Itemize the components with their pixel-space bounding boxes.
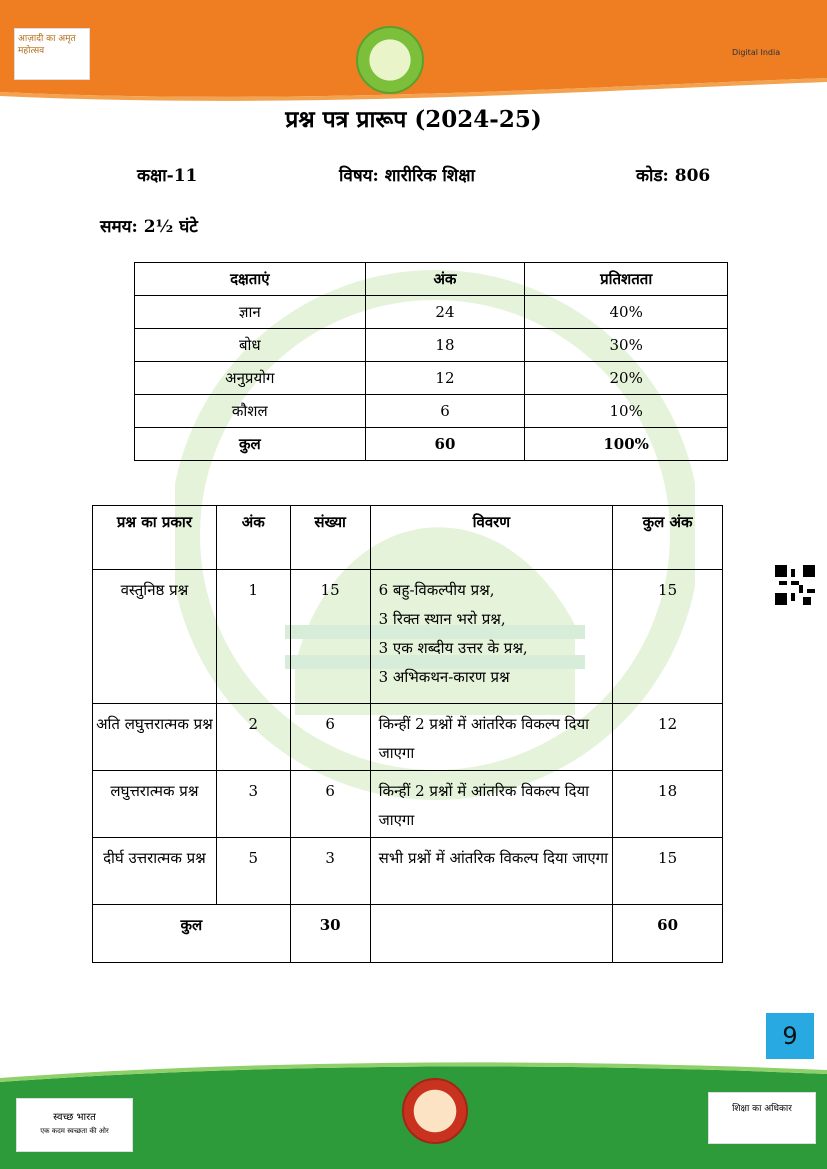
right-to-education-logo: शिक्षा का अधिकार: [708, 1092, 816, 1144]
beti-padhao-logo: [402, 1078, 468, 1144]
table-cell: 1: [216, 570, 290, 704]
page-title: प्रश्न पत्र प्रारूप (2024-25): [285, 106, 542, 133]
table-row: [135, 395, 728, 428]
table-total-row: [135, 428, 728, 461]
table-cell: अति लघुत्तरात्मक प्रश्न: [93, 704, 217, 771]
detail-line: 3 अभिकथन-कारण प्रश्न: [378, 668, 510, 686]
table-cell: कुल: [93, 905, 291, 963]
table-row: [135, 362, 728, 395]
table-cell: 60: [365, 428, 525, 461]
header-cell: विवरण: [370, 506, 613, 570]
page-number: 9: [766, 1013, 814, 1059]
table-row: [135, 329, 728, 362]
competency-table: [134, 262, 728, 461]
subject-label: विषय: शारीरिक शिक्षा: [339, 166, 475, 186]
table-cell: 60: [613, 905, 723, 963]
table-cell: दीर्घ उत्तरात्मक प्रश्न: [93, 838, 217, 905]
table-cell: 12: [365, 362, 525, 395]
table-row: [93, 838, 723, 905]
detail-line: 6 बहु-विकल्पीय प्रश्न,: [378, 581, 495, 599]
details-cell: सभी प्रश्नों में आंतरिक विकल्प दिया जाएगा: [370, 838, 613, 905]
swachh-bharat-logo: स्वच्छ भारत एक कदम स्वच्छता की ओर: [16, 1098, 133, 1152]
table-cell: 24: [365, 296, 525, 329]
header-cell: दक्षताएं: [135, 263, 366, 296]
azadi-ka-amrit-mahotsav-logo: आज़ादी का अमृत महोत्सव: [14, 28, 90, 80]
header-cell: कुल अंक: [613, 506, 723, 570]
table-cell: 5: [216, 838, 290, 905]
header-cell: प्रश्न का प्रकार: [93, 506, 217, 570]
table-cell: 2: [216, 704, 290, 771]
table-cell: कुल: [135, 428, 366, 461]
table-cell: 6: [290, 704, 370, 771]
table-cell: 20%: [525, 362, 728, 395]
table-total-row: [93, 905, 723, 963]
table-cell: ज्ञान: [135, 296, 366, 329]
header-cell: अंक: [216, 506, 290, 570]
table-cell: 12: [613, 704, 723, 771]
table-row: [135, 296, 728, 329]
table-row: [93, 570, 723, 704]
table-cell: [370, 905, 613, 963]
table-cell: 15: [613, 838, 723, 905]
table-cell: 30%: [525, 329, 728, 362]
table-cell: 18: [365, 329, 525, 362]
table-row: [93, 771, 723, 838]
question-type-table: [92, 505, 723, 963]
time-label: समय: 2½ घंटे: [100, 217, 198, 237]
details-cell: किन्हीं 2 प्रश्नों में आंतरिक विकल्प दिया जाएगा: [370, 704, 613, 771]
table-cell: अनुप्रयोग: [135, 362, 366, 395]
table-cell: 6: [290, 771, 370, 838]
table-cell: 40%: [525, 296, 728, 329]
table-row: [93, 704, 723, 771]
table-cell: 100%: [525, 428, 728, 461]
table-cell: 30: [290, 905, 370, 963]
code-label: कोड: 806: [636, 166, 711, 186]
table-cell: कौशल: [135, 395, 366, 428]
table-cell: 3: [216, 771, 290, 838]
table-cell: 3: [290, 838, 370, 905]
details-cell: [370, 570, 613, 704]
detail-line: 3 रिक्त स्थान भरो प्रश्न,: [378, 610, 506, 628]
header-cell: संख्या: [290, 506, 370, 570]
table-cell: बोध: [135, 329, 366, 362]
table-cell: लघुत्तरात्मक प्रश्न: [93, 771, 217, 838]
board-emblem-logo: [356, 26, 424, 94]
table-cell: 10%: [525, 395, 728, 428]
detail-line: 3 एक शब्दीय उत्तर के प्रश्न,: [378, 639, 528, 657]
details-cell: किन्हीं 2 प्रश्नों में आंतरिक विकल्प दिया जाएगा: [370, 771, 613, 838]
table-header-row: [93, 506, 723, 570]
digital-india-logo: Digital India: [732, 48, 781, 57]
header-cell: प्रतिशतता: [525, 263, 728, 296]
table-cell: 15: [613, 570, 723, 704]
table-header-row: [135, 263, 728, 296]
header-cell: अंक: [365, 263, 525, 296]
table-cell: वस्तुनिष्ठ प्रश्न: [93, 570, 217, 704]
table-cell: 6: [365, 395, 525, 428]
class-label: कक्षा-11: [137, 166, 198, 186]
table-cell: 18: [613, 771, 723, 838]
table-cell: 15: [290, 570, 370, 704]
qr-code-icon: [775, 565, 815, 605]
